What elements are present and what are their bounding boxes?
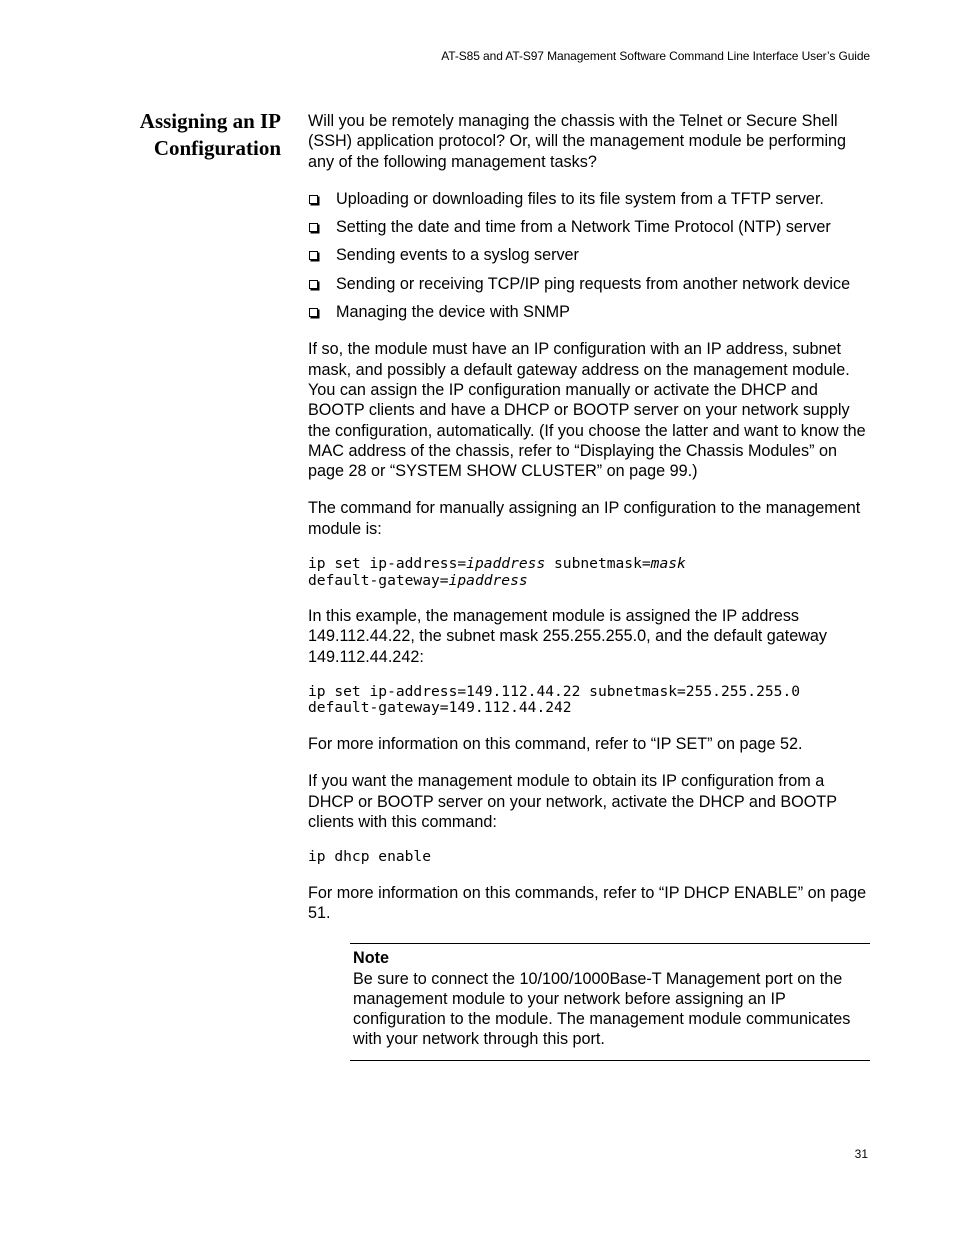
ipset-reference-paragraph: For more information on this command, refer to “IP SET” on page 52. [308, 734, 803, 753]
variable-ipaddress: ipaddress [466, 555, 546, 573]
requirements-paragraph: If so, the module must have an IP configuration with an IP address, subnet mask, and possibly a default gateway address on the management module. You can assign the IP configuration manually or activate the DHCP and BOOTP clients and have a DHCP or BOOTP server on your network supply the configuration, automatically. (If you choose the latter and want to know the MAC address of the chassis, refer to “Displaying the Chassis Modules” on page 28 or “SYSTEM SHOW CLUSTER” on page 99.) [308, 340, 866, 481]
section-title-line-1: Assigning an IP [139, 109, 281, 133]
section-title [90, 108, 281, 162]
checkbox-bullet-icon [309, 251, 318, 260]
command-example: ip set ip-address=149.112.44.22 subnetmask=255.255.255.0 default-gateway=149.112.44.242 [308, 682, 801, 717]
example-intro-paragraph: In this example, the management module is assigned the IP address 149.112.44.22, the subnet mask 255.255.255.0, and the default gateway 149.112.44.242: [308, 607, 827, 666]
list-item: Uploading or downloading files to its file system from a TFTP server. [308, 189, 870, 209]
body-column [308, 111, 870, 1061]
command-intro-paragraph: The command for manually assigning an IP configuration to the management module is: [308, 499, 861, 538]
section-title-line-2: Configuration [153, 136, 281, 160]
intro-paragraph: Will you be remotely managing the chassis with the Telnet or Secure Shell (SSH) application protocol? Or, will the management module be performing any of the following management tasks? [308, 112, 847, 171]
list-item: Sending events to a syslog server [308, 245, 870, 265]
dhcp-intro-paragraph: If you want the management module to obtain its IP configuration from a DHCP or BOOTP server on your network, activate the DHCP and BOOTP clients with this command: [308, 772, 837, 831]
checkbox-bullet-icon [309, 195, 318, 204]
variable-mask: mask [650, 555, 686, 573]
note-box [350, 943, 870, 1060]
variable-gateway: ipaddress [448, 571, 528, 589]
dhcp-reference-paragraph: For more information on this commands, refer to “IP DHCP ENABLE” on page 51. [308, 883, 867, 922]
checkbox-bullet-icon [309, 280, 318, 289]
list-item: Sending or receiving TCP/IP ping requests from another network device [308, 274, 870, 294]
list-item: Managing the device with SNMP [308, 302, 870, 322]
page-number: 31 [854, 1147, 868, 1161]
note-title: Note [353, 949, 389, 968]
dhcp-command: ip dhcp enable [308, 848, 432, 866]
note-text: Be sure to connect the 10/100/1000Base-T Management port on the management module to your network before assigning an IP configuration to the module. The management module communicates with your network through this port. [353, 969, 851, 1049]
list-item: Setting the date and time from a Network Time Protocol (NTP) server [308, 217, 870, 237]
running-header: AT-S85 and AT-S97 Management Software Command Line Interface User’s Guide [441, 49, 870, 63]
checkbox-bullet-icon [309, 223, 318, 232]
task-list [308, 189, 870, 322]
command-syntax: ip set ip-address=ipaddress subnetmask=mask default-gateway=ipaddress [308, 555, 686, 589]
checkbox-bullet-icon [309, 308, 318, 317]
